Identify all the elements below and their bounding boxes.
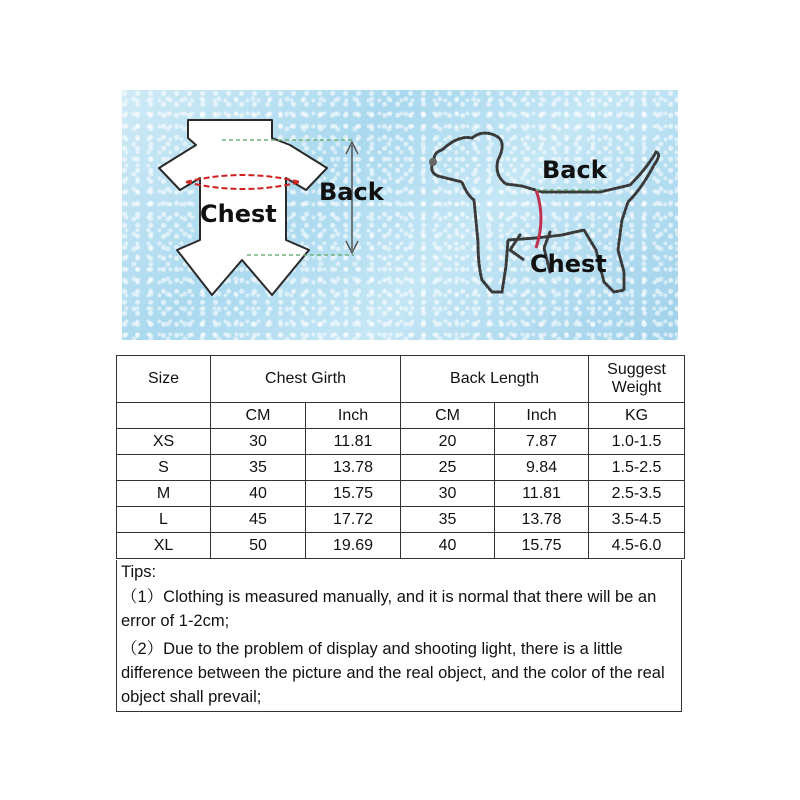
header-back-length: Back Length <box>401 356 589 403</box>
unit-cell: CM <box>211 403 306 429</box>
unit-cell: KG <box>589 403 685 429</box>
table-cell: 20 <box>401 429 495 455</box>
header-suggest-weight: Suggest Weight <box>589 356 685 403</box>
size-chart-table <box>116 355 685 559</box>
table-cell: 11.81 <box>306 429 401 455</box>
table-cell: 4.5-6.0 <box>589 533 685 559</box>
table-row <box>117 455 685 481</box>
units-empty-cell <box>117 403 211 429</box>
tips-box <box>116 560 682 712</box>
table-cell: 11.81 <box>495 481 589 507</box>
header-chest-girth: Chest Girth <box>211 356 401 403</box>
table-cell: 13.78 <box>495 507 589 533</box>
tip-item: （1）Clothing is measured manually, and it is normal that there will be an error of 1-2cm; <box>121 588 657 630</box>
table-header-row <box>117 356 685 403</box>
table-cell: 35 <box>211 455 306 481</box>
table-cell: 50 <box>211 533 306 559</box>
tips-title: Tips: <box>121 563 157 581</box>
table-cell: 9.84 <box>495 455 589 481</box>
garment-back-label: Back <box>319 178 384 206</box>
table-cell: 19.69 <box>306 533 401 559</box>
table-cell: XS <box>117 429 211 455</box>
table-row <box>117 507 685 533</box>
dog-nose-icon <box>429 158 437 166</box>
dog-back-label: Back <box>542 156 607 184</box>
table-units-row <box>117 403 685 429</box>
table-cell: 2.5-3.5 <box>589 481 685 507</box>
table-row <box>117 429 685 455</box>
table-cell: 1.5-2.5 <box>589 455 685 481</box>
table-cell: 1.0-1.5 <box>589 429 685 455</box>
table-cell: 25 <box>401 455 495 481</box>
header-size: Size <box>117 356 211 403</box>
garment-chest-label: Chest <box>200 200 277 228</box>
table-cell: 30 <box>401 481 495 507</box>
unit-cell: Inch <box>495 403 589 429</box>
table-cell: L <box>117 507 211 533</box>
dog-chest-label: Chest <box>530 250 607 278</box>
table-cell: 3.5-4.5 <box>589 507 685 533</box>
table-cell: 35 <box>401 507 495 533</box>
table-cell: 15.75 <box>306 481 401 507</box>
table-cell: 30 <box>211 429 306 455</box>
table-cell: 40 <box>401 533 495 559</box>
table-row <box>117 481 685 507</box>
table-row <box>117 533 685 559</box>
table-cell: 40 <box>211 481 306 507</box>
measurement-banner <box>122 90 678 340</box>
table-cell: XL <box>117 533 211 559</box>
table-cell: 15.75 <box>495 533 589 559</box>
tip-item: （2）Due to the problem of display and shooting light, there is a little difference between the picture and the real object, and the color of the real object shall prevail; <box>121 640 665 706</box>
unit-cell: CM <box>401 403 495 429</box>
table-cell: 45 <box>211 507 306 533</box>
unit-cell: Inch <box>306 403 401 429</box>
table-cell: 13.78 <box>306 455 401 481</box>
table-cell: 7.87 <box>495 429 589 455</box>
table-cell: M <box>117 481 211 507</box>
table-cell: 17.72 <box>306 507 401 533</box>
table-cell: S <box>117 455 211 481</box>
